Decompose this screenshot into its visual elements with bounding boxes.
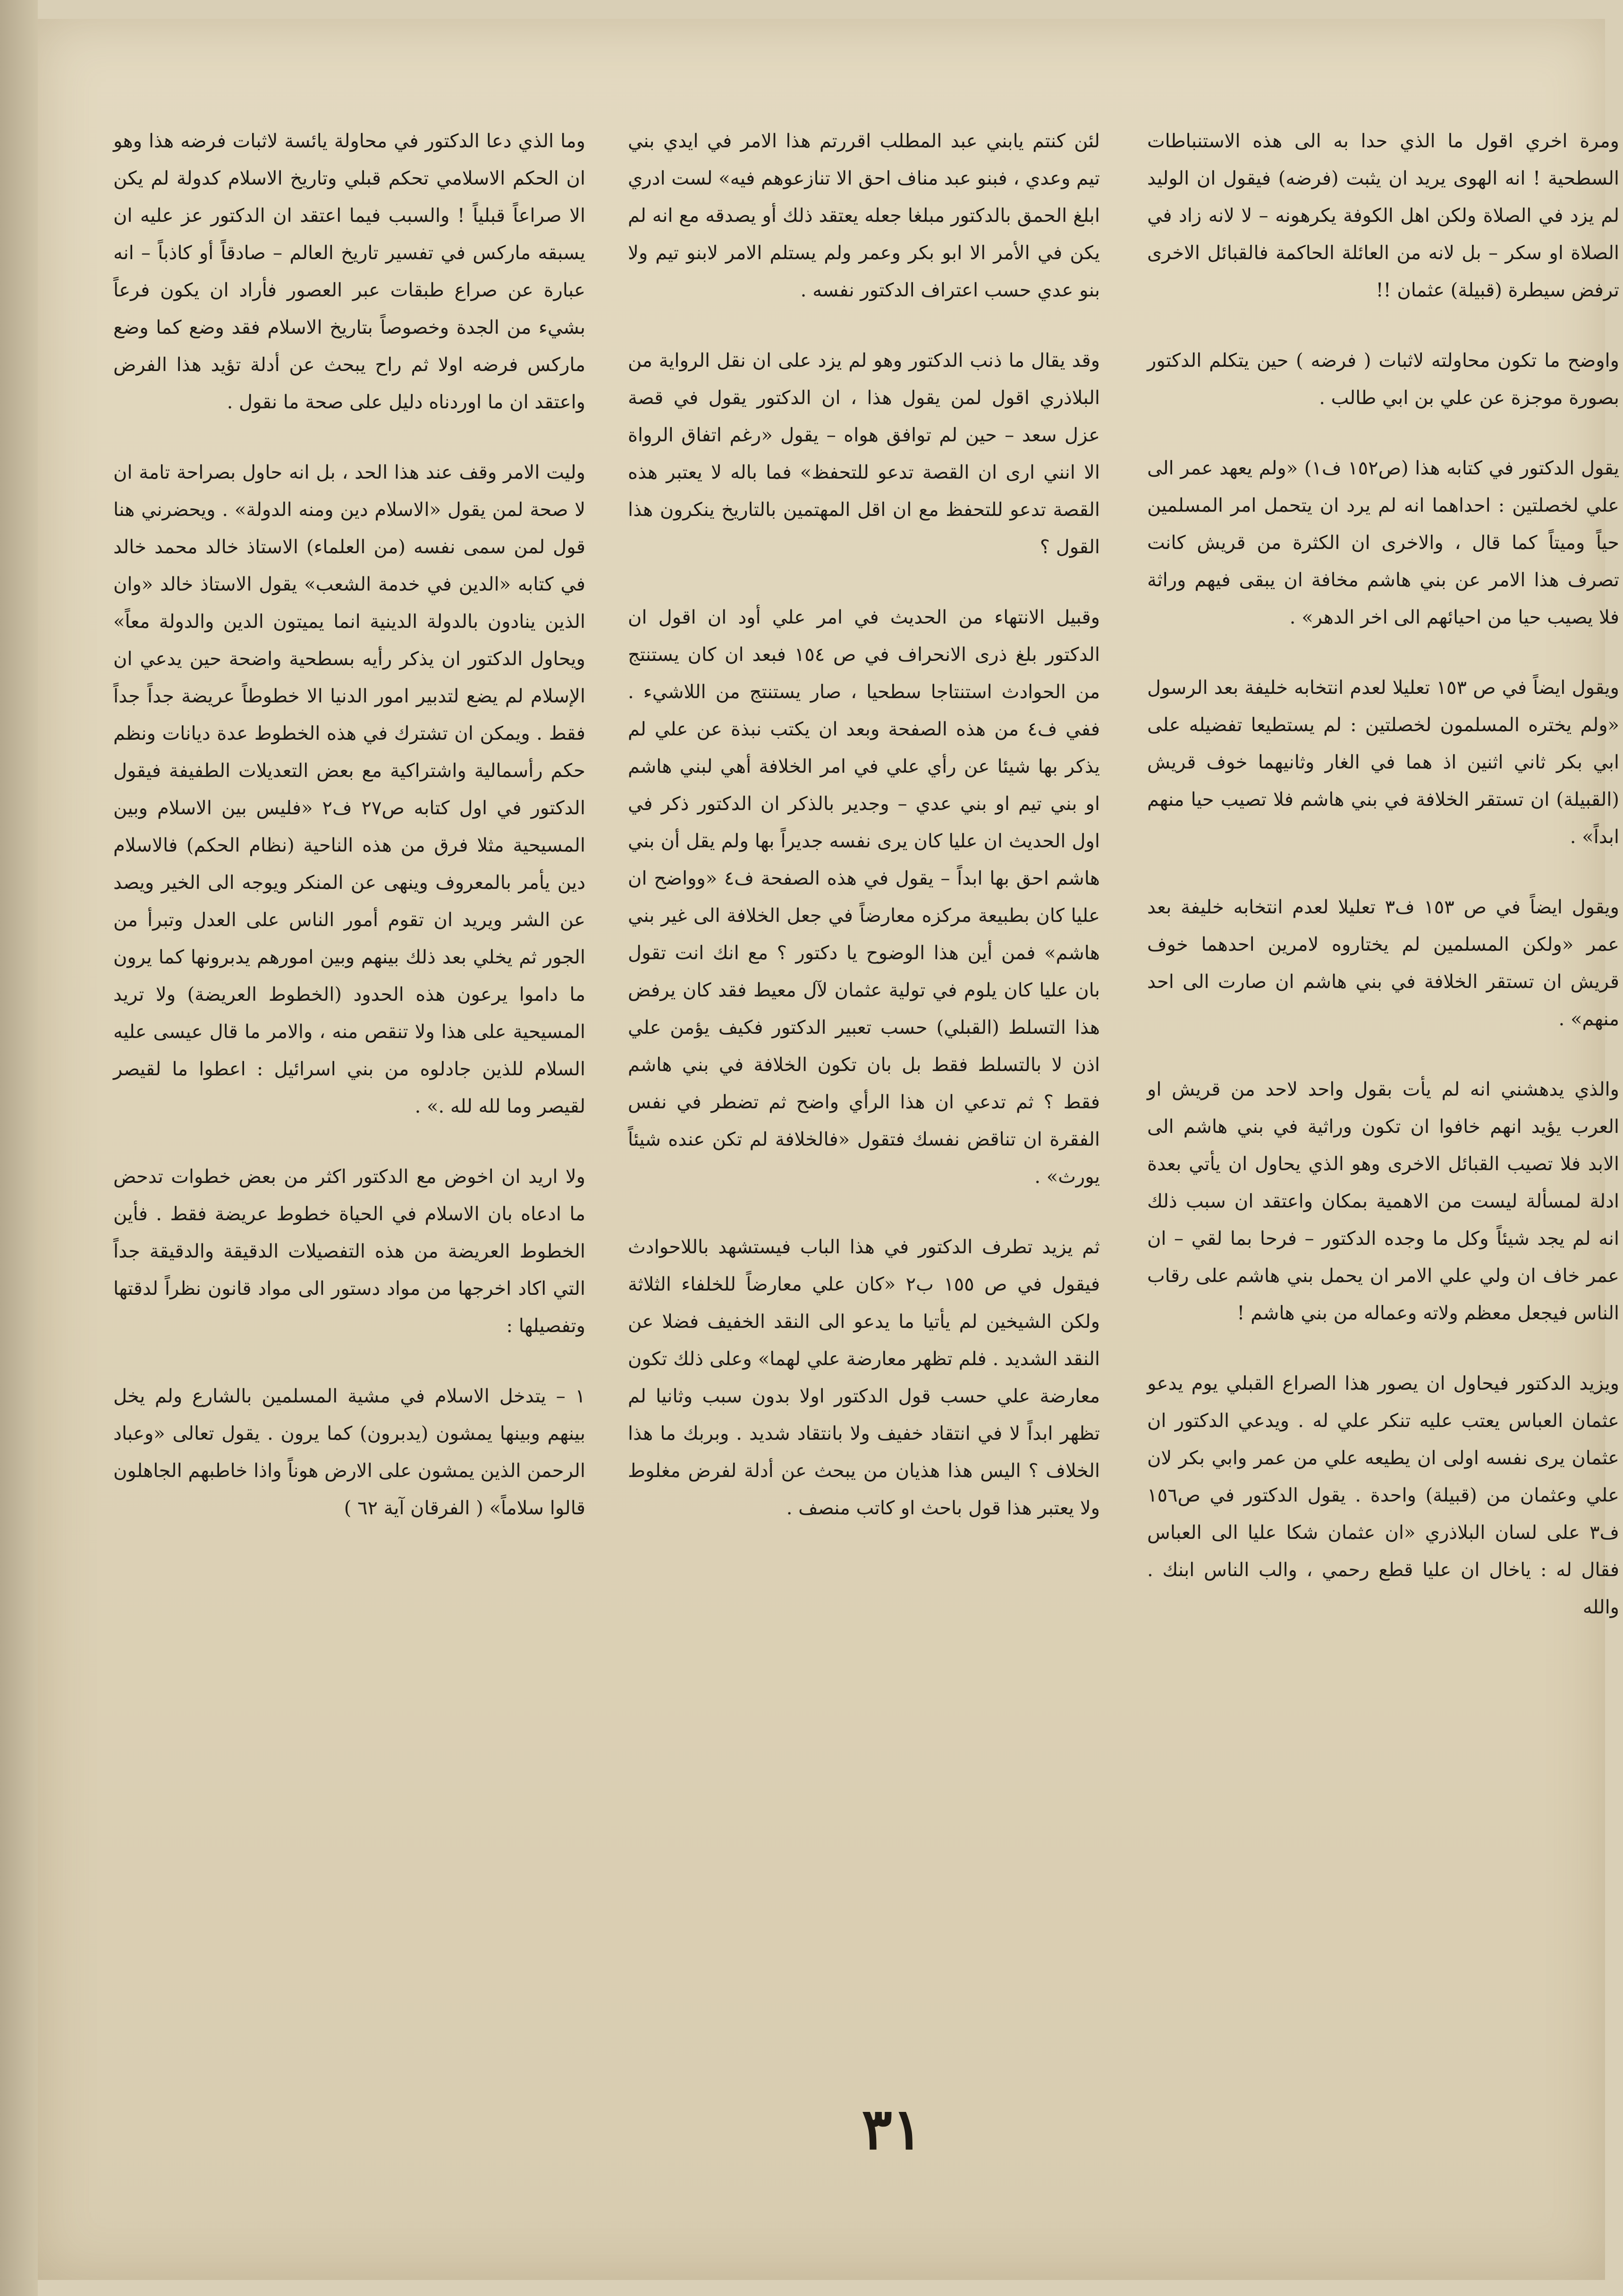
paragraph: ثم يزيد تطرف الدكتور في هذا الباب فيستشهد باللاحوادث فيقول في ص ١٥٥ ب٢ «كان علي معارضاً للخلفاء الثلاثة ولكن الشيخين لم يأتيا ما يدعو الى النقد الخفيف فضلا عن النقد الشديد . فلم تظهر معارضة علي لهما» وعلى ذلك تكون معارضة علي حسب قول الدكتور اولا بدون سبب وثانيا لم تظهر ابداً لا في انتقاد خفيف ولا بانتقاد شديد . وبربك ما هذا الخلاف ؟ اليس هذا هذيان من يبحث عن أدلة لفرض مغلوط ولا يعتبر هذا قول باحث او كاتب منصف . xyxy=(628,1236,1100,1519)
column-left xyxy=(113,123,585,1560)
paragraph: وقبيل الانتهاء من الحديث في امر علي أود ان اقول ان الدكتور بلغ ذرى الانحراف في ص ١٥٤ فبعد ان كان يستنتج من الحوادث استنتاجا سطحيا ، صار يستنتج من اللاشيء . ففي ف٤ من هذه الصفحة وبعد ان يكتب نبذة عن علي لم يذكر بها شيئا عن رأي علي في امر الخلافة أهي لبني هاشم او بني تيم او بني عدي – وجدير بالذكر ان الدكتور ذكر في اول الحديث ان عليا كان يرى نفسه جديراً بها ولم يقل أن بني هاشم احق بها ابداً – يقول في هذه الصفحة ف٤ «وواضح ان عليا كان بطبيعة مركزه معارضاً في جعل الخلافة الى غير بني هاشم» فمن أين هذا الوضوح يا دكتور ؟ مع انك انت تقول بان عليا كان يلوم في تولية عثمان لآل معيط فقد كان يرفض هذا التسلط (القبلي) حسب تعبير الدكتور فكيف يؤمن علي اذن لا بالتسلط فقط بل بان تكون الخلافة في بني هاشم فقط ؟ ثم تدعي ان هذا الرأي واضح ثم تضطر في نفس الفقرة ان تناقض نفسك فتقول «فالخلافة لم تكن عنده شيئاً يورث» . xyxy=(628,607,1100,1188)
page-number: ٣١ xyxy=(862,2096,923,2162)
paragraph: واوضح ما تكون محاولته لاثبات ( فرضه ) حين يتكلم الدكتور بصورة موجزة عن علي بن ابي طالب . xyxy=(1147,350,1619,409)
paragraph: ويزيد الدكتور فيحاول ان يصور هذا الصراع القبلي يوم يدعو عثمان العباس يعتب عليه تنكر علي له . ويدعي الدكتور ان عثمان يرى نفسه اولى ان يطيعه علي من عمر وابي بكر لان علي وعثمان من (قبيلة) واحدة . يقول الدكتور في ص١٥٦ ف٣ على لسان البلاذري «ان عثمان شكا عليا الى العباس فقال له : ياخال ان عليا قطع رحمي ، والب الناس ابنك . والله xyxy=(1147,1373,1620,1618)
paragraph: ومرة اخري اقول ما الذي حدا به الى هذه الاستنباطات السطحية ! انه الهوى يريد ان يثبت (فرضه) فيقول ان الوليد لم يزد في الصلاة ولكن اهل الكوفة يكرهونه – لا لانه زاد في الصلاة او سكر – بل لانه من العائلة الحاكمة فالقبائل الاخرى ترفض سيطرة (قبيلة) عثمان !! xyxy=(1147,130,1619,301)
column-right xyxy=(1147,123,1619,1659)
paragraph: ويقول ايضاً في ص ١٥٣ ف٣ تعليلا لعدم انتخابه خليفة بعد عمر «ولكن المسلمين لم يختاروه لامرين احدهما خوف قريش ان تستقر الخلافة في بني هاشم ان صارت الى احد منهم» . xyxy=(1147,896,1619,1030)
binding-edge xyxy=(0,0,38,2296)
column-middle xyxy=(628,123,1100,1560)
paragraph: لئن كنتم يابني عبد المطلب اقررتم هذا الامر في ايدي بني تيم وعدي ، فبنو عبد مناف احق الا تنازعوهم فيه» لست ادري ابلغ الحمق بالدكتور مبلغا جعله يعتقد ذلك أو يصدقه مع انه لم يكن في الأمر الا ابو بكر وعمر ولم يستلم الامر لابنو تيم ولا بنو عدي حسب اعتراف الدكتور نفسه . xyxy=(628,130,1100,301)
paragraph: يقول الدكتور في كتابه هذا (ص١٥٢ ف١) «ولم يعهد عمر الى علي لخصلتين : احداهما انه لم يرد ان يتحمل امر المسلمين حياً وميتاً كما قال ، والاخرى ان الكثرة من قريش كانت تصرف هذا الامر عن بني هاشم مخافة ان يبقى فيهم وراثة فلا يصيب حيا من احيائهم الى اخر الدهر» . xyxy=(1147,457,1619,628)
paragraph: والذي يدهشني انه لم يأت بقول واحد لاحد من قريش او العرب يؤيد انهم خافوا ان تكون وراثية في بني هاشم الى الابد فلا تصيب القبائل الاخرى وهو الذي يحاول ان يأتي بعدة ادلة لمسألة ليست من الاهمية بمكان واعتقد ان سبب ذلك انه لم يجد شيئاً وكل ما وجده الدكتور – فرحا بما لقي – ان عمر خاف ان ولي علي الامر ان يحمل بني هاشم على رقاب الناس فيجعل معظم ولاته وعماله من بني هاشم ! xyxy=(1147,1079,1619,1324)
paragraph: وليت الامر وقف عند هذا الحد ، بل انه حاول بصراحة تامة ان لا صحة لمن يقول «الاسلام دين ومنه الدولة» . ويحضرني هنا قول لمن سمى نفسه (من العلماء) الاستاذ خالد محمد خالد في كتابه «الدين في خدمة الشعب» يقول الاستاذ خالد «وان الذين ينادون بالدولة الدينية انما يميتون الدين والدولة معاً» ويحاول الدكتور ان يذكر رأيه بسطحية واضحة حين يدعي ان الإسلام لم يضع لتدبير امور الدنيا الا خطوطاً عريضة جداً جداً فقط . ويمكن ان تشترك في هذه الخطوط عدة ديانات ونظم حكم رأسمالية واشتراكية مع بعض التعديلات الطفيفة فيقول الدكتور في اول كتابه ص٢٧ ف٢ «فليس بين الاسلام وبين المسيحية مثلا فرق من هذه الناحية (نظام الحكم) فالاسلام دين يأمر بالمعروف وينهى عن المنكر ويوجه الى الخير ويصد عن الشر ويريد ان تقوم أمور الناس على العدل وتبرأ من الجور ثم يخلي بعد ذلك بينهم وبين امورهم يدبرونها كما يرون ما داموا يرعون هذه الحدود (الخطوط العريضة) ولا تريد المسيحية على هذا ولا تنقص منه ، والامر ما قال عيسى عليه السلام للذين جادلوه من بني اسرائيل : اعطوا ما لقيصر لقيصر وما لله لله .» . xyxy=(113,462,585,1117)
paragraph: وقد يقال ما ذنب الدكتور وهو لم يزد على ان نقل الرواية من البلاذري اقول لمن يقول هذا ، ان الدكتور يقول في قصة عزل سعد – حين لم توافق هواه – يقول «رغم اتفاق الرواة الا انني ارى ان القصة تدعو للتحفظ» فما باله لا يعتبر هذه القصة تدعو للتحفظ مع ان اقل المهتمين بالتاريخ ينكرون هذا القول ؟ xyxy=(628,350,1100,558)
paragraph: ويقول ايضاً في ص ١٥٣ تعليلا لعدم انتخابه خليفة بعد الرسول «ولم يختره المسلمون لخصلتين : لم يستطيعا تفضيله على ابي بكر ثاني اثنين اذ هما في الغار وثانيهما خوف قريش (القبيلة) ان تستقر الخلافة في بني هاشم فلا تصيب حيا منهم ابداً» . xyxy=(1147,677,1619,848)
paragraph: وما الذي دعا الدكتور في محاولة يائسة لاثبات فرضه هذا وهو ان الحكم الاسلامي تحكم قبلي وتاريخ الاسلام كدولة لم يكن الا صراعاً قبلياً ! والسبب فيما اعتقد ان الدكتور عز عليه ان يسبقه ماركس في تفسير تاريخ العالم – صادقاً أو كاذباً – انه عبارة عن صراع طبقات عبر العصور فأراد ان يكون فرعاً بشيء من الجدة وخصوصاً بتاريخ الاسلام فقد وضع كما وضع ماركس فرضه اولا ثم راح يبحث عن أدلة تؤيد هذا الفرض واعتقد ان ما اوردناه دليل على صحة ما نقول . xyxy=(113,130,585,413)
paragraph: ولا اريد ان اخوض مع الدكتور اكثر من بعض خطوات تدحض ما ادعاه بان الاسلام في الحياة خطوط عريضة فقط . فأين الخطوط العريضة من هذه التفصيلات الدقيقة والدقيقة جداً التي اكاد اخرجها من مواد دستور الى مواد قانون نظراً لدقتها وتفصيلها : xyxy=(113,1166,585,1337)
paragraph: ١ – يتدخل الاسلام في مشية المسلمين بالشارع ولم يخل بينهم وبينها يمشون (يدبرون) كما يرون . يقول تعالى «وعباد الرحمن الذين يمشون على الارض هوناً واذا خاطبهم الجاهلون قالوا سلاماً» ( الفرقان آية ٦٢ ) xyxy=(113,1385,585,1519)
